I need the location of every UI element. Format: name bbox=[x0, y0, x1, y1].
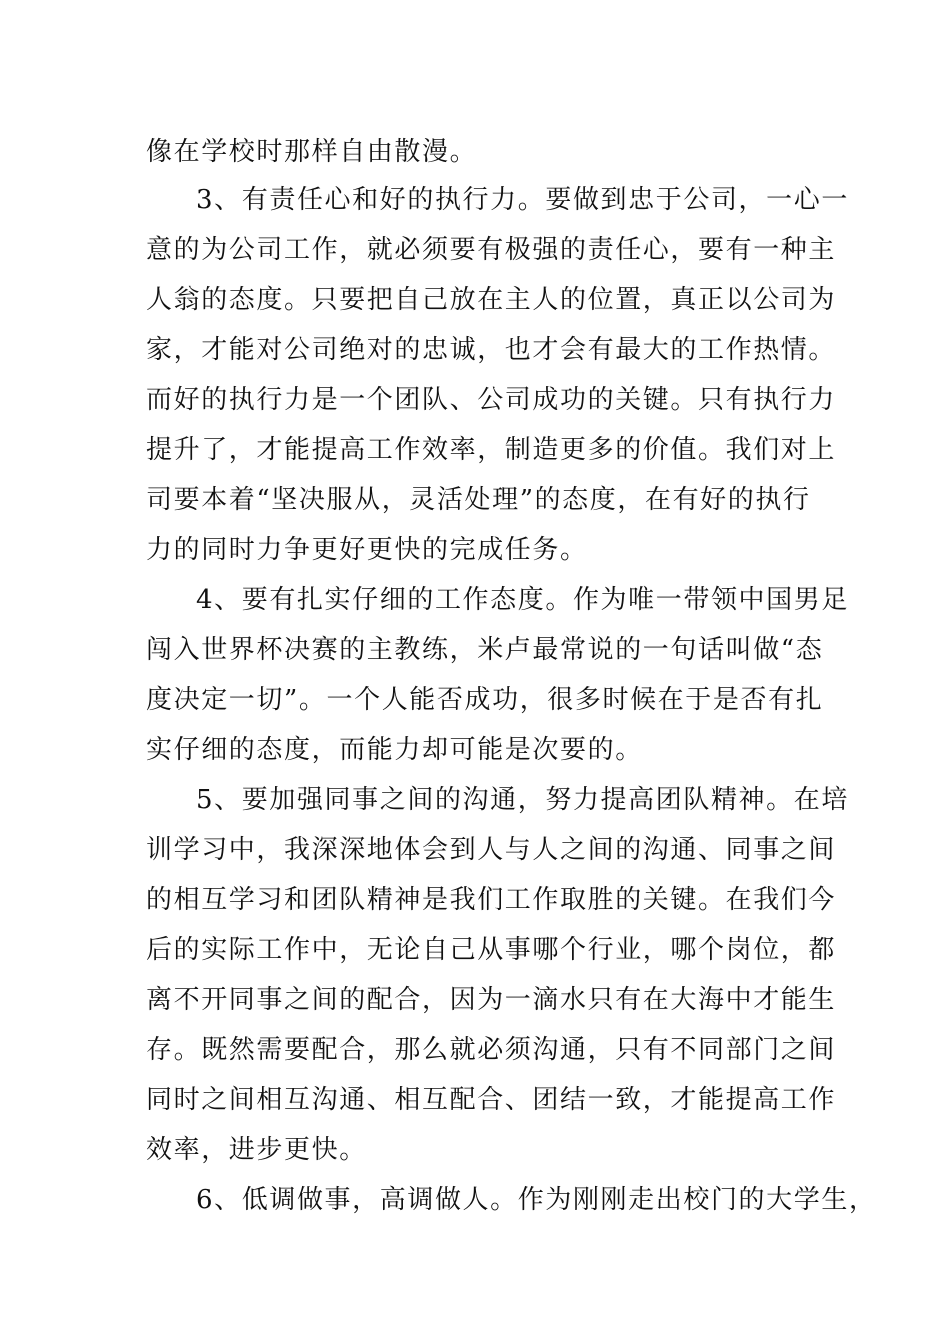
text-line: 度决定一切”。一个人能否成功，很多时候在于是否有扎 bbox=[146, 685, 824, 715]
text-line: 训学习中，我深深地体会到人与人之间的沟通、同事之间 bbox=[146, 835, 837, 865]
text-line: 力的同时力争更好更快的完成任务。 bbox=[146, 535, 588, 565]
text-line: 司要本着“坚决服从，灵活处理”的态度，在有好的执行 bbox=[146, 485, 811, 515]
paragraph-4-start: 4、要有扎实仔细的工作态度。作为唯一带领中国男足 bbox=[196, 585, 849, 615]
text-line: 效率，进步更快。 bbox=[146, 1135, 367, 1165]
text-line: 像在学校时那样自由散漫。 bbox=[146, 137, 478, 167]
text-line: 而好的执行力是一个团队、公司成功的关键。只有执行力 bbox=[146, 385, 837, 415]
text-line: 意的为公司工作，就必须要有极强的责任心，要有一种主 bbox=[146, 235, 837, 265]
paragraph-3-start: 3、有责任心和好的执行力。要做到忠于公司，一心一 bbox=[196, 185, 849, 215]
text-line: 人翁的态度。只要把自己放在主人的位置，真正以公司为 bbox=[146, 285, 837, 315]
text-line: 存。既然需要配合，那么就必须沟通，只有不同部门之间 bbox=[146, 1035, 837, 1065]
text-line: 的相互学习和团队精神是我们工作取胜的关键。在我们今 bbox=[146, 885, 837, 915]
text-line: 闯入世界杯决赛的主教练，米卢最常说的一句话叫做“态 bbox=[146, 635, 824, 665]
paragraph-6-start: 6、低调做事，高调做人。作为刚刚走出校门的大学生， bbox=[196, 1185, 877, 1215]
paragraph-5-start: 5、要加强同事之间的沟通，努力提高团队精神。在培 bbox=[196, 785, 849, 815]
text-line: 同时之间相互沟通、相互配合、团结一致，才能提高工作 bbox=[146, 1085, 837, 1115]
text-line: 家，才能对公司绝对的忠诚，也才会有最大的工作热情。 bbox=[146, 335, 837, 365]
text-line: 提升了，才能提高工作效率，制造更多的价值。我们对上 bbox=[146, 435, 837, 465]
text-line: 离不开同事之间的配合，因为一滴水只有在大海中才能生 bbox=[146, 985, 837, 1015]
text-line: 后的实际工作中，无论自己从事哪个行业，哪个岗位，都 bbox=[146, 935, 837, 965]
text-line: 实仔细的态度，而能力却可能是次要的。 bbox=[146, 735, 643, 765]
